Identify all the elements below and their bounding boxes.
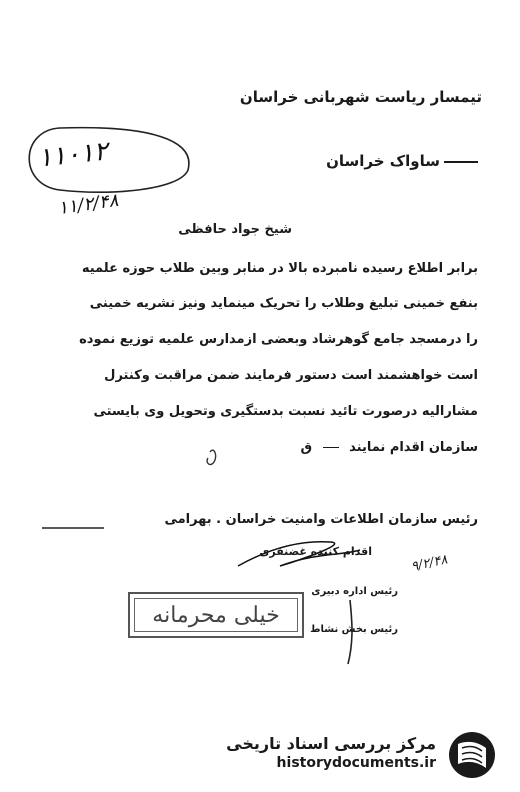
recipient-line: تیمسار ریاست شهربانی خراسان (239, 88, 482, 106)
confidential-stamp (128, 592, 304, 638)
action-line: اقدام کننده غضنفری (259, 545, 372, 558)
section-head-line: رئیس اداره دبیری (311, 586, 398, 597)
body-line-2: بنفع خمینی تبلیغ وطلاب را تحریک مینماید ونیز نشریه خمینی (89, 296, 478, 311)
footer-org-name: مرکز بررسی اسناد تاریخی (226, 734, 436, 753)
registration-date: ۱۱/۲/۴۸ (56, 189, 120, 220)
footer-website: historydocuments.ir (276, 755, 436, 771)
subject-line (326, 152, 478, 170)
body-tail: ق (300, 440, 313, 455)
registration-number: ۱۱۰۱۲ (36, 136, 110, 174)
ink-squiggle (207, 450, 216, 464)
signature-line: رئیس سازمان اطلاعات وامنیت خراسان . بهرامی (164, 512, 478, 527)
body-line-5: مشارالیه درصورت تائید نسبت بدستگیری وتحویل وی بایستی (93, 404, 478, 419)
body-line-6 (300, 440, 478, 455)
body-line-4: است خواهشمند است دستور فرمایند ضمن مراقبت وکنترل (104, 368, 478, 383)
person-name: شیخ جواد حافظی (178, 222, 292, 237)
body-line-1: برابر اطلاع رسیده نامبرده بالا در منابر وبین طلاب حوزه علمیه (81, 261, 478, 276)
department-head-line: رئیس بخش نشاط (310, 624, 398, 635)
stamp-text: خیلی محرمانه (134, 598, 298, 632)
footer-watermark (226, 734, 436, 771)
body-line-3: را درمسجد جامع گوهرشاد وبعضی ازمدارس علمیه توزیع نموده (79, 332, 478, 347)
subject-text: ساواک خراسان (326, 152, 440, 170)
subject-leading-bar (444, 161, 478, 163)
body-line-6-text: سازمان اقدام نمایند (349, 440, 478, 455)
handwritten-date: ۹/۲/۴۸ (410, 552, 450, 575)
body-dash (323, 447, 339, 448)
book-scroll-icon (446, 730, 498, 780)
